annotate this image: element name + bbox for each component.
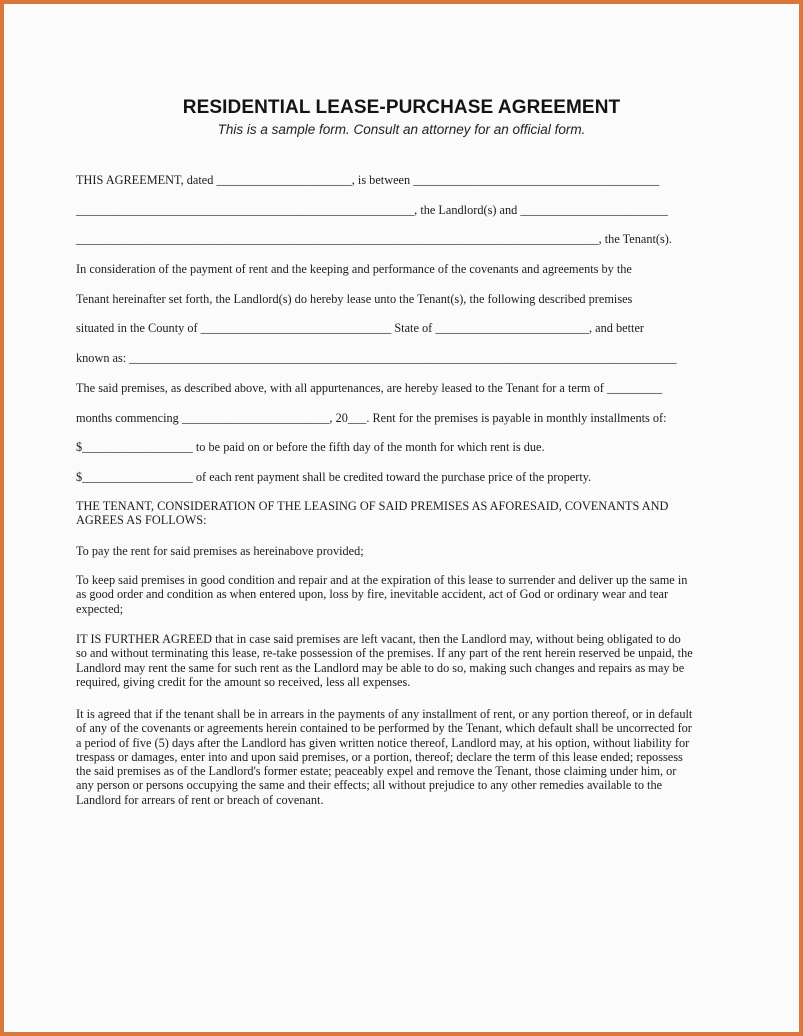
further-agreed-paragraph [76,632,726,689]
rent-amount-line: $__________________ to be paid on or before the fifth day of the month for which rent is due. [76,440,545,454]
landlord-line: _______________________________________________________, the Landlord(s) and ________________________ [76,203,668,217]
known-as-line: known as: _________________________________________________________________________________________ [76,351,677,365]
commencing-line: months commencing ________________________, 20___. Rent for the premises is payable in monthly installments of: [76,411,667,425]
arrears-paragraph [76,707,726,807]
document-subtitle: This is a sample form. Consult an attorney for an official form. [217,122,586,137]
consideration-line: In consideration of the payment of rent and the keeping and performance of the covenants and agreements by the [76,262,632,276]
paragraph-line: any person or persons occupying the same and their effects; all without prejudice to any other remedies available to the [76,778,663,793]
paragraph-line: AGREES AS FOLLOWS: [76,513,207,528]
paragraph-line: It is agreed that if the tenant shall be in arrears in the payments of any installment of rent, or any portion thereof, or in default [76,707,693,721]
pay-rent-paragraph [76,544,726,558]
county-line: situated in the County of _______________________________ State of _________________________, and better [76,321,644,335]
paragraph-line: a period of five (5) days after the Landlord has given written notice thereof, Landlord may, at his option, without liability for [76,735,690,750]
paragraph-line: expected; [76,601,124,616]
term-line: The said premises, as described above, with all appurtenances, are hereby leased to the Tenant for a term of _________ [76,381,663,395]
paragraph-line: the said premises as of the Landlord's former estate; peaceably expel and remove the Tenant, those claiming under him, or [76,764,677,779]
keep-premises-paragraph [76,573,726,616]
paragraph-line: as good order and condition as when entered upon, loss by fire, inevitable accident, act of God or ordinary wear and tear [76,587,669,602]
document-title: RESIDENTIAL LEASE-PURCHASE AGREEMENT [182,97,621,118]
paragraph-line: of any of the covenants or agreements herein contained to be performed by the Tenant, which default shall be uncorrected for [76,721,692,736]
paragraph-line: THE TENANT, CONSIDERATION OF THE LEASING OF SAID PREMISES AS AFORESAID, COVENANTS AND [76,499,669,513]
paragraph-line: Landlord may rent the same for such rent as the Landlord may be able to do so, making such changes and repairs as may be [76,660,685,675]
paragraph-line: To pay the rent for said premises as hereinabove provided; [76,544,364,558]
paragraph-line: so and without terminating this lease, re-take possession of the premises. If any part of the rent herein reserved be unpaid, the [76,646,693,661]
agreement-date-line: THIS AGREEMENT, dated ______________________, is between ________________________________________ [76,173,660,187]
paragraph-line: required, giving credit for the amount so received, less all expenses. [76,674,411,689]
credit-amount-line: $__________________ of each rent payment shall be credited toward the purchase price of the property. [76,470,592,484]
covenants-heading [76,499,726,528]
paragraph-line: trespass or damages, enter into and upon said premises, or a portion, thereof; declare the term of this lease ended; repossess [76,749,683,764]
paragraph-line: Landlord for arrears of rent or breach of covenant. [76,792,324,807]
premises-line: Tenant hereinafter set forth, the Landlord(s) do hereby lease unto the Tenant(s), the following described premises [76,292,633,306]
tenant-line: _____________________________________________________________________________________, the Tenant(s). [76,232,672,246]
paragraph-line: To keep said premises in good condition and repair and at the expiration of this lease to surrender and deliver up the same in [76,573,688,587]
paragraph-line: IT IS FURTHER AGREED that in case said premises are left vacant, then the Landlord may, without being obligated to do [76,632,681,646]
